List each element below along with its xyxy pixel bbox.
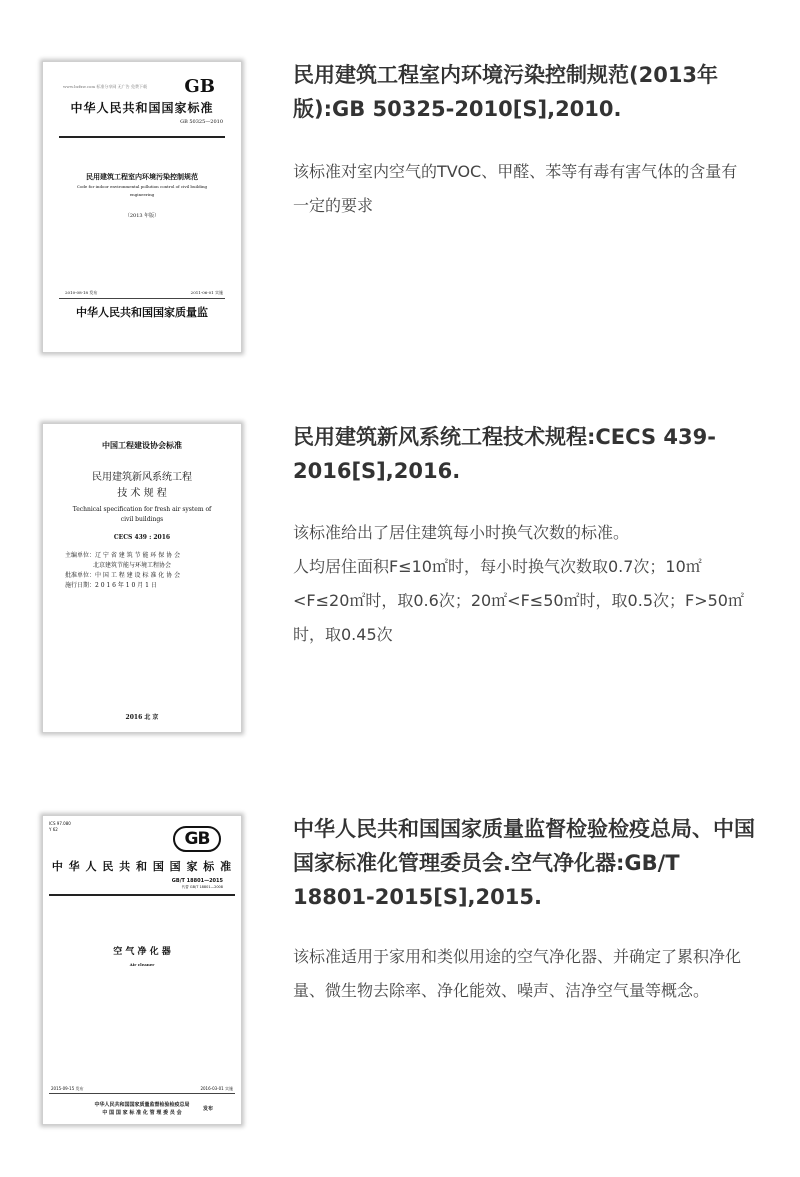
cover-footer: 2016 北 京 [125, 714, 159, 721]
cover-name-en-2: engineering [129, 192, 155, 197]
cover-editor: 主编单位：辽 宁 省 建 筑 节 能 环 保 协 会 [65, 552, 181, 559]
standard-cover-image-2 [42, 423, 242, 733]
description-paragraph: 人均居住面积F≤10㎡时，每小时换气次数取0.7次；10㎡<F≤20㎡时，取0.6次；20㎡<F≤50㎡时，取0.5次；F>50㎡时，取0.45次 [293, 557, 744, 644]
entry-description [293, 940, 753, 1008]
description-paragraph: 该标准给出了居住建筑每小时换气次数的标准。 [293, 523, 630, 542]
cover-rule-bottom [59, 298, 225, 299]
cover-edition: （2013 年版） [124, 213, 160, 219]
cover-name-cn: 民用建筑工程室内环境污染控制规范 [86, 172, 198, 181]
cover-date-issue: 2010-08-18 发布 [65, 290, 98, 295]
cover-issue-word: 发布 [202, 1106, 213, 1112]
entry-description [293, 155, 753, 223]
cover-code: GB/T 18801—2015 [171, 878, 223, 884]
cover-name-cn: 空 气 净 化 器 [113, 947, 171, 957]
cover-name-cn-2: 技 术 规 程 [117, 488, 167, 499]
cover-rule-top [59, 136, 225, 138]
entry-title: 民用建筑工程室内环境污染控制规范(2013年版):GB 50325-2010[S],2010. [293, 63, 719, 121]
cover-replaces: 代替 GB/T 18801—2008 [181, 885, 223, 889]
standard-cover-image-3 [42, 815, 242, 1125]
cover-issuer: 中华人民共和国国家质量监 [76, 306, 208, 319]
cover-name-en: Air cleaner [129, 962, 155, 967]
cover-issuer-1: 中华人民共和国国家质量监督检验检疫总局 [94, 1102, 190, 1108]
cover-org: 中 华 人 民 共 和 国 国 家 标 准 [51, 860, 233, 873]
gb-logo-icon: GB [173, 826, 221, 852]
cover-ics: ICS 97.080 [49, 821, 71, 826]
cover-date-effective: 2016-03-01 实施 [200, 1086, 233, 1091]
cover-org: 中华人民共和国国家标准 [70, 101, 214, 115]
entry-title: 中华人民共和国国家质量监督检验检疫总局、中国国家标准化管理委员会.空气净化器:GB/T 18801-2015[S],2015. [293, 817, 755, 909]
gb-logo: GB [184, 76, 215, 97]
cover-top-small: www.bzfxw.com 标准分享网 无广告 免费下载 [63, 84, 147, 89]
cover-name-en-1: Technical specification for fresh air system of [72, 506, 212, 513]
cover-rule-top [49, 894, 235, 896]
cover-approver: 批准单位：中 国 工 程 建 设 标 准 化 协 会 [65, 572, 181, 579]
entry-description [293, 516, 753, 652]
cover-date-issue: 2015-09-15 发布 [51, 1086, 84, 1091]
cover-org: 中国工程建设协会标准 [102, 440, 182, 450]
standard-cover-image-1 [42, 61, 242, 353]
cover-name-en-1: Code for indoor environmental pollution control of civil building [76, 184, 208, 189]
cover-code: CECS 439 : 2016 [113, 534, 171, 541]
cover-issuer-2: 中 国 国 家 标 准 化 管 理 委 员 会 [102, 1110, 182, 1116]
cover-editor-2: 北京建筑节能与环境工程协会 [93, 562, 172, 569]
description-paragraph: 该标准适用于家用和类似用途的空气净化器、并确定了累积净化量、微生物去除率、净化能效、噪声、洁净空气量等概念。 [293, 947, 742, 1000]
cover-date-effective: 2011-06-01 实施 [190, 290, 223, 295]
cover-name-cn-1: 民用建筑新风系统工程 [92, 472, 192, 483]
entry-title: 民用建筑新风系统工程技术规程:CECS 439-2016[S],2016. [293, 425, 716, 483]
cover-rule-bottom [49, 1093, 235, 1094]
cover-name-en-2: civil buildings [120, 516, 164, 523]
cover-effective-date: 施行日期：2 0 1 6 年 1 0 月 1 日 [65, 582, 157, 589]
cover-code: GB 50325—2010 [180, 119, 223, 125]
cover-ccs: Y 62 [49, 827, 58, 832]
description-paragraph: 该标准对室内空气的TVOC、甲醛、苯等有毒有害气体的含量有一定的要求 [293, 162, 738, 215]
